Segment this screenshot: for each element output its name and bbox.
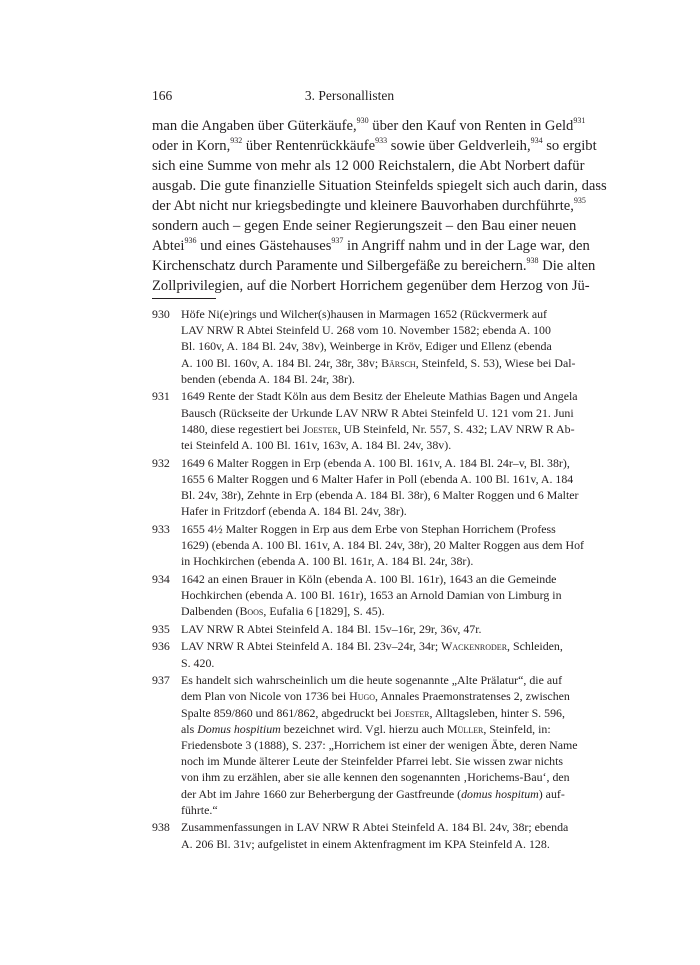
footnote-ref[interactable]: 932 <box>230 136 243 146</box>
footnote-line: LAV NRW R Abtei Steinfeld U. 268 vom 10. November 1582; ebenda A. 100 <box>181 323 551 338</box>
footnote-line: von ihm zu erzählen, aber sie alle kennen den sogenannten ‚Horichems-Bau‘, den <box>181 770 570 785</box>
author-name: Joester <box>394 705 430 720</box>
footnote-ref[interactable]: 935 <box>573 196 586 206</box>
footnote-line: A. 100 Bl. 160v, A. 184 Bl. 24r, 38r, 38v; Bärsch, Steinfeld, S. 53), Wiese bei Dal- <box>181 355 576 370</box>
body-line: Kirchenschatz durch Paramente und Silbergefäße zu bereichern.$^{938}$ Die alten <box>152 256 596 274</box>
footnote-line: Zusammenfassungen in LAV NRW R Abtei Steinfeld A. 184 Bl. 24v, 38r; ebenda <box>181 820 569 835</box>
footnote-line: noch im Munde älterer Leute der Steinfelder Pfarrei lebt. Sie wissen zwar nichts <box>181 754 564 769</box>
footnote-number: 930 <box>152 307 170 321</box>
footnote-line: Hafer in Fritzdorf (ebenda A. 184 Bl. 24v, 38r). <box>181 504 407 519</box>
author-name: Bärsch <box>381 355 416 370</box>
footnote-line: Bausch (Rückseite der Urkunde LAV NRW R Abtei Steinfeld U. 121 vom 21. Juni <box>181 405 574 420</box>
footnote-ref[interactable]: 930 <box>356 116 369 126</box>
footnote-number: 935 <box>152 621 170 636</box>
footnote-930 <box>152 306 576 387</box>
footnote-line: 1655 6 Malter Roggen und 6 Malter Hafer in Poll (ebenda A. 100 Bl. 161v, A. 184 <box>181 471 574 486</box>
body-line: man die Angaben über Güterkäufe,$^{930}$ über den Kauf von Renten in Geld$^{931}$ <box>152 116 586 134</box>
author-name: Wackenroder <box>441 639 508 654</box>
footnote-number: 933 <box>152 521 170 536</box>
footnote-line: Es handelt sich wahrscheinlich um die heute sogenannte „Alte Prälatur“, die auf <box>181 673 563 688</box>
footnote-ref[interactable]: 936 <box>184 236 197 246</box>
footnote-number: 937 <box>152 673 170 688</box>
footnote-931 <box>152 388 578 453</box>
footnote-line: 1642 an einen Brauer in Köln (ebenda A. 100 Bl. 161r), 1643 an die Gemeinde <box>181 571 557 586</box>
author-name: Hugo <box>349 689 376 704</box>
section-title: 3. Personallisten <box>304 88 395 103</box>
footnote-line: in Hochkirchen (ebenda A. 100 Bl. 161r, A. 184 Bl. 24r, 38r). <box>181 554 474 569</box>
author-name: Boos <box>239 604 264 619</box>
body-line: oder in Korn,$^{932}$ über Rentenrückkäufe$^{933}$ sowie über Geldverleih,$^{934}$ so ergibt <box>152 136 597 154</box>
footnote-separator <box>152 298 216 299</box>
footnote-line: Bl. 24v, 38r), Zehnte in Erp (ebenda A. 184 Bl. 38r), 6 Malter Roggen und 6 Malter <box>181 488 579 503</box>
body-line: der Abt nicht nur kriegsbedingte und kleinere Bauvorhaben durchführte,$^{935}$ <box>152 196 586 214</box>
footnote-ref[interactable]: 933 <box>375 136 388 146</box>
footnote-line: der Abt im Jahre 1660 zur Beherbergung der Gastfreunde (domus hospitum) auf- <box>181 786 565 801</box>
footnote-ref[interactable]: 934 <box>530 136 543 146</box>
footnote-line: 1629) (ebenda A. 100 Bl. 161v, A. 184 Bl. 24v, 38r), 20 Malter Roggen aus dem Hof <box>181 538 585 553</box>
body-line: ausgab. Die gute finanzielle Situation Steinfelds spiegelt sich auch darin, dass <box>152 178 607 194</box>
footnote-935 <box>152 621 547 637</box>
footnote-line: 1655 4½ Malter Roggen in Erp aus dem Erbe von Stephan Horrichem (Profess <box>181 521 556 536</box>
footnotes <box>152 306 585 852</box>
footnote-number: 931 <box>152 389 170 404</box>
footnote-number: 936 <box>152 639 170 654</box>
footnote-936 <box>152 638 563 670</box>
footnote-line: führte.“ <box>181 802 218 817</box>
footnote-line: S. 420. <box>181 655 215 670</box>
footnote-937 <box>152 672 578 818</box>
footnote-line: A. 206 Bl. 31v; aufgelistet in einem Aktenfragment im KPA Steinfeld A. 128. <box>181 836 550 851</box>
footnote-line: Hochkirchen (ebenda A. 100 Bl. 161r), 1653 an Arnold Damian von Limburg in <box>181 588 562 603</box>
footnote-line: Dalbenden (Boos, Eufalia 6 [1829], S. 45). <box>181 604 385 619</box>
body-line: sondern auch – gegen Ende seiner Regierungszeit – den Bau einer neuen <box>152 218 577 234</box>
latin-term: Domus hospitium <box>197 721 281 736</box>
running-head <box>152 86 547 106</box>
footnote-932 <box>152 455 579 520</box>
footnote-ref[interactable]: 937 <box>331 236 344 246</box>
footnote-line: Bl. 160v, A. 184 Bl. 24v, 38v), Weinberge in Kröv, Ediger und Ellenz (ebenda <box>181 339 552 354</box>
footnote-line: 1480, diese regestiert bei Joester, UB Steinfeld, Nr. 557, S. 432; LAV NRW R Ab- <box>181 421 575 436</box>
footnote-938 <box>152 819 569 851</box>
footnote-line: 1649 Rente der Stadt Köln aus dem Besitz der Eheleute Mathias Bagen und Angela <box>181 389 578 404</box>
footnote-number: 934 <box>152 571 170 586</box>
footnote-line: Friedensbote 3 (1888), S. 237: „Horrichem ist einer der wenigen Äbte, deren Name <box>181 738 578 753</box>
footnote-number: 938 <box>152 820 170 835</box>
footnote-number: 932 <box>152 455 170 470</box>
footnote-line: LAV NRW R Abtei Steinfeld A. 184 Bl. 15v–16r, 29r, 36v, 47r. <box>181 621 482 636</box>
footnote-line: LAV NRW R Abtei Steinfeld A. 184 Bl. 23v–24r, 34r; Wackenroder, Schleiden, <box>181 639 563 654</box>
body-line: sich eine Summe von mehr als 12 000 Reichstalern, die Abt Norbert dafür <box>152 158 585 174</box>
author-name: Müller <box>446 721 484 736</box>
body-line: Abtei$^{936}$ und eines Gästehauses$^{937}$ in Angriff nahm und in der Lage war, den <box>152 236 590 254</box>
body-line: Zollprivilegien, auf die Norbert Horrichem gegenüber dem Herzog von Jü- <box>152 278 590 294</box>
latin-term: domus hospitum <box>461 786 539 801</box>
footnote-ref[interactable]: 931 <box>573 116 586 126</box>
footnote-line: dem Plan von Nicole von 1736 bei Hugo, Annales Praemonstratenses 2, zwischen <box>181 689 570 704</box>
footnote-line: Spalte 859/860 und 861/862, abgedruckt bei Joester, Alltagsleben, hinter S. 596, <box>181 705 565 720</box>
footnote-line: Höfe Ni(e)rings und Wilcher(s)hausen in Marmagen 1652 (Rückvermerk auf <box>181 307 547 321</box>
footnote-line: benden (ebenda A. 184 Bl. 24r, 38r). <box>181 371 355 386</box>
author-name: Joester <box>302 421 338 436</box>
footnote-933 <box>152 521 585 570</box>
footnote-line: tei Steinfeld A. 100 Bl. 161v, 163v, A. 184 Bl. 24v, 38v). <box>181 438 452 453</box>
body-text <box>152 116 607 296</box>
footnote-934 <box>152 571 562 620</box>
footnote-ref[interactable]: 938 <box>526 256 539 266</box>
footnote-line: als Domus hospitium bezeichnet wird. Vgl. hierzu auch Müller, Steinfeld, in: <box>181 721 551 736</box>
footnote-line: 1649 6 Malter Roggen in Erp (ebenda A. 100 Bl. 161v, A. 184 Bl. 24r–v, Bl. 38r), <box>181 455 570 470</box>
page-number: 166 <box>152 88 173 103</box>
